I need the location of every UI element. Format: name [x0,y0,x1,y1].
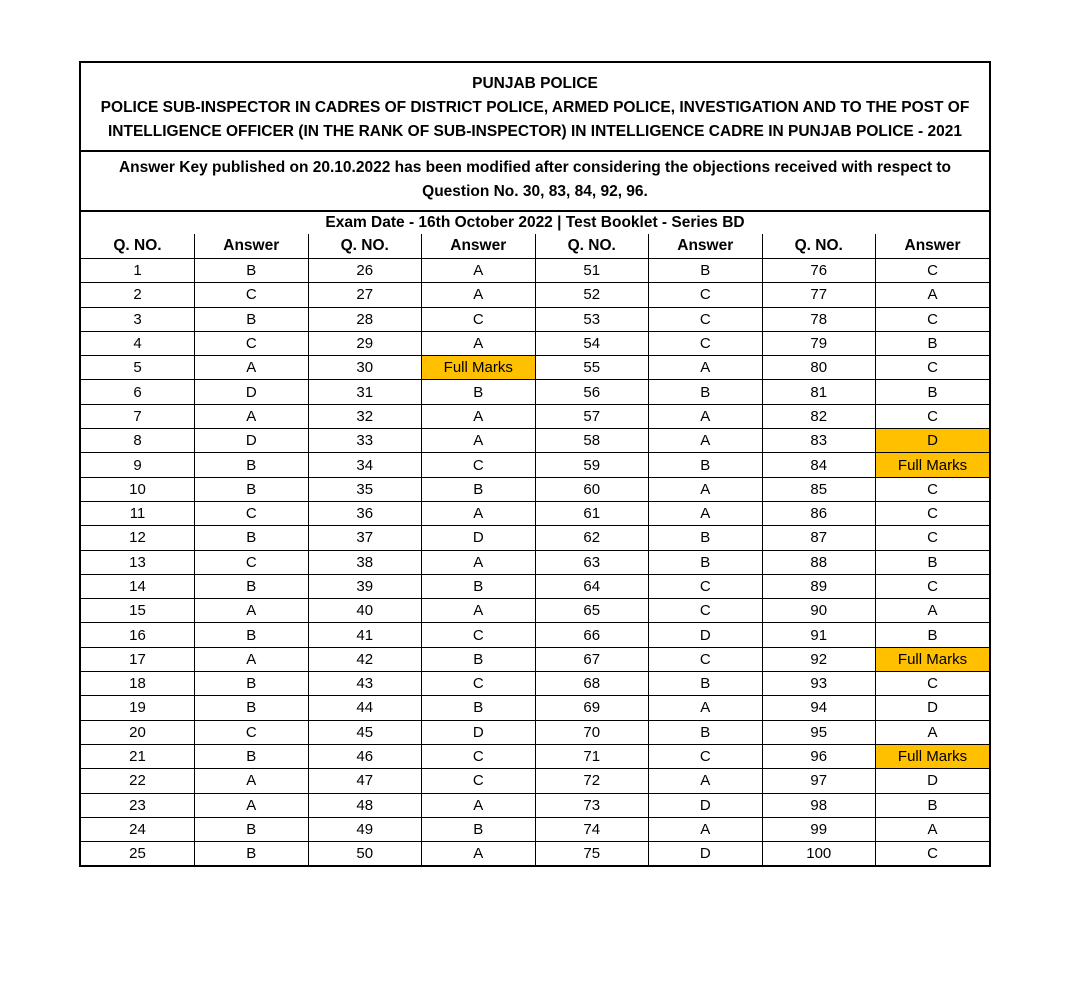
answer-cell: B [195,672,309,696]
answer-cell: C [195,720,309,744]
question-number-cell: 19 [81,696,195,720]
question-number-cell: 50 [308,842,422,866]
question-number-cell: 24 [81,817,195,841]
modification-notice [81,152,989,212]
table-row [81,307,989,331]
answer-cell: C [649,647,763,671]
table-row [81,477,989,501]
table-row [81,842,989,866]
answer-cell: C [649,744,763,768]
question-number-cell: 44 [308,696,422,720]
table-row [81,550,989,574]
answer-cell: C [422,623,536,647]
answer-cell: C [876,404,990,428]
question-number-cell: 80 [762,356,876,380]
question-number-cell: 9 [81,453,195,477]
question-number-cell: 42 [308,647,422,671]
answer-cell: C [649,599,763,623]
question-number-cell: 4 [81,331,195,355]
table-row [81,817,989,841]
question-number-cell: 87 [762,526,876,550]
col-header-answer: Answer [195,234,309,259]
question-number-cell: 77 [762,283,876,307]
question-number-cell: 83 [762,429,876,453]
notice-line-1: Answer Key published on 20.10.2022 has been modified after considering the objections received with respect to [118,159,952,176]
answer-key-sheet [79,61,991,867]
answer-cell: A [649,404,763,428]
answer-cell: B [195,744,309,768]
answer-cell: C [876,307,990,331]
table-row [81,380,989,404]
answer-cell: A [649,429,763,453]
answer-cell: B [422,574,536,598]
answer-cell: B [649,720,763,744]
answer-cell: B [195,477,309,501]
answer-cell: A [422,259,536,283]
answer-cell: A [195,599,309,623]
document-header [81,63,989,152]
answer-cell: B [422,817,536,841]
question-number-cell: 79 [762,331,876,355]
question-number-cell: 67 [535,647,649,671]
question-number-cell: 41 [308,623,422,647]
question-number-cell: 93 [762,672,876,696]
answer-cell: C [195,501,309,525]
answer-cell: A [422,331,536,355]
answer-cell: B [649,550,763,574]
answer-cell: A [195,404,309,428]
answer-cell: B [195,696,309,720]
question-number-cell: 88 [762,550,876,574]
answer-cell: A [422,550,536,574]
answer-cell: D [876,769,990,793]
question-number-cell: 16 [81,623,195,647]
question-number-cell: 99 [762,817,876,841]
question-number-cell: 33 [308,429,422,453]
question-number-cell: 17 [81,647,195,671]
question-number-cell: 64 [535,574,649,598]
question-number-cell: 98 [762,793,876,817]
table-row [81,404,989,428]
answer-cell: B [195,842,309,866]
question-number-cell: 26 [308,259,422,283]
answer-cell: D [195,380,309,404]
question-number-cell: 2 [81,283,195,307]
answer-cell: C [195,283,309,307]
question-number-cell: 58 [535,429,649,453]
answer-cell: C [422,672,536,696]
question-number-cell: 95 [762,720,876,744]
table-row [81,259,989,283]
answer-cell: B [195,259,309,283]
col-header-qno: Q. NO. [762,234,876,259]
table-row [81,793,989,817]
answer-cell: C [649,574,763,598]
answer-cell: B [876,380,990,404]
question-number-cell: 40 [308,599,422,623]
answer-cell: B [195,574,309,598]
question-number-cell: 84 [762,453,876,477]
col-header-qno: Q. NO. [535,234,649,259]
question-number-cell: 49 [308,817,422,841]
table-row [81,769,989,793]
question-number-cell: 76 [762,259,876,283]
answer-cell: C [876,574,990,598]
question-number-cell: 53 [535,307,649,331]
answer-cell: A [422,404,536,428]
answer-cell: A [195,647,309,671]
answer-cell: A [195,356,309,380]
question-number-cell: 5 [81,356,195,380]
answer-cell: B [876,623,990,647]
question-number-cell: 96 [762,744,876,768]
question-number-cell: 18 [81,672,195,696]
question-number-cell: 92 [762,647,876,671]
answer-cell: A [876,720,990,744]
answer-cell: D [876,696,990,720]
question-number-cell: 37 [308,526,422,550]
question-number-cell: 15 [81,599,195,623]
answer-cell: D [422,526,536,550]
answer-cell: B [649,526,763,550]
question-number-cell: 59 [535,453,649,477]
question-number-cell: 13 [81,550,195,574]
question-number-cell: 32 [308,404,422,428]
question-number-cell: 63 [535,550,649,574]
question-number-cell: 11 [81,501,195,525]
answer-cell: C [876,501,990,525]
answer-cell: C [876,672,990,696]
answer-cell: B [876,793,990,817]
answer-cell: C [876,259,990,283]
answer-cell: Full Marks [876,453,990,477]
table-row [81,526,989,550]
question-number-cell: 56 [535,380,649,404]
question-number-cell: 55 [535,356,649,380]
answer-cell: A [422,429,536,453]
exam-title-line-1: POLICE SUB-INSPECTOR IN CADRES OF DISTRICT POLICE, ARMED POLICE, INVESTIGATION AND TO THE POST OF [100,99,970,116]
question-number-cell: 74 [535,817,649,841]
question-number-cell: 1 [81,259,195,283]
answer-cell: D [649,623,763,647]
answer-cell: C [649,331,763,355]
question-number-cell: 68 [535,672,649,696]
question-number-cell: 69 [535,696,649,720]
answer-cell: C [195,550,309,574]
question-number-cell: 22 [81,769,195,793]
answer-cell: A [876,817,990,841]
answer-cell: A [649,501,763,525]
question-number-cell: 70 [535,720,649,744]
table-row [81,574,989,598]
answer-cell: C [195,331,309,355]
answer-cell: C [876,842,990,866]
answer-cell: C [422,307,536,331]
question-number-cell: 31 [308,380,422,404]
question-number-cell: 81 [762,380,876,404]
question-number-cell: 20 [81,720,195,744]
question-number-cell: 94 [762,696,876,720]
question-number-cell: 7 [81,404,195,428]
question-number-cell: 66 [535,623,649,647]
question-number-cell: 100 [762,842,876,866]
answer-cell: B [649,259,763,283]
answer-cell: B [195,453,309,477]
table-row [81,744,989,768]
question-number-cell: 52 [535,283,649,307]
answer-cell: D [195,429,309,453]
answer-cell: A [422,599,536,623]
question-number-cell: 25 [81,842,195,866]
exam-date-series: Exam Date - 16th October 2022 | Test Booklet - Series BD [325,214,745,231]
question-number-cell: 57 [535,404,649,428]
answer-cell: C [876,356,990,380]
question-number-cell: 89 [762,574,876,598]
table-row [81,356,989,380]
answer-cell: B [876,550,990,574]
col-header-answer: Answer [422,234,536,259]
answer-cell: A [195,769,309,793]
answer-cell: A [649,696,763,720]
answer-cell: Full Marks [422,356,536,380]
table-row [81,647,989,671]
table-row [81,331,989,355]
answer-cell: A [195,793,309,817]
question-number-cell: 39 [308,574,422,598]
question-number-cell: 8 [81,429,195,453]
question-number-cell: 35 [308,477,422,501]
question-number-cell: 46 [308,744,422,768]
question-number-cell: 29 [308,331,422,355]
answer-cell: A [649,769,763,793]
answer-cell: B [195,817,309,841]
question-number-cell: 85 [762,477,876,501]
table-row [81,720,989,744]
answer-cell: C [649,307,763,331]
question-number-cell: 75 [535,842,649,866]
answer-cell: C [422,453,536,477]
question-number-cell: 60 [535,477,649,501]
table-row [81,429,989,453]
answer-cell: D [649,793,763,817]
answer-cell: A [649,356,763,380]
question-number-cell: 43 [308,672,422,696]
question-number-cell: 28 [308,307,422,331]
answer-cell: B [195,623,309,647]
question-number-cell: 27 [308,283,422,307]
question-number-cell: 48 [308,793,422,817]
table-row [81,599,989,623]
answer-cell: D [876,429,990,453]
question-number-cell: 30 [308,356,422,380]
answer-cell: A [422,283,536,307]
table-row [81,283,989,307]
question-number-cell: 86 [762,501,876,525]
col-header-answer: Answer [876,234,990,259]
answer-key-table [81,234,989,865]
answer-cell: Full Marks [876,647,990,671]
org-title: PUNJAB POLICE [472,75,598,92]
col-header-answer: Answer [649,234,763,259]
notice-line-2: Question No. 30, 83, 84, 92, 96. [422,183,648,200]
answer-cell: C [649,283,763,307]
question-number-cell: 45 [308,720,422,744]
question-number-cell: 21 [81,744,195,768]
answer-cell: C [422,769,536,793]
question-number-cell: 14 [81,574,195,598]
table-row [81,672,989,696]
answer-cell: B [195,307,309,331]
table-row [81,623,989,647]
question-number-cell: 23 [81,793,195,817]
question-number-cell: 61 [535,501,649,525]
answer-cell: B [649,672,763,696]
question-number-cell: 72 [535,769,649,793]
question-number-cell: 97 [762,769,876,793]
answer-cell: B [422,380,536,404]
question-number-cell: 71 [535,744,649,768]
answer-cell: A [422,842,536,866]
question-number-cell: 54 [535,331,649,355]
question-number-cell: 51 [535,259,649,283]
question-number-cell: 3 [81,307,195,331]
answer-cell: C [876,526,990,550]
question-number-cell: 12 [81,526,195,550]
answer-cell: A [876,283,990,307]
question-number-cell: 36 [308,501,422,525]
answer-cell: B [649,380,763,404]
col-header-qno: Q. NO. [308,234,422,259]
question-number-cell: 90 [762,599,876,623]
answer-cell: B [422,696,536,720]
question-number-cell: 82 [762,404,876,428]
question-number-cell: 62 [535,526,649,550]
question-number-cell: 6 [81,380,195,404]
col-header-qno: Q. NO. [81,234,195,259]
question-number-cell: 73 [535,793,649,817]
answer-cell: A [649,477,763,501]
answer-cell: B [422,477,536,501]
answer-cell: D [422,720,536,744]
answer-cell: B [195,526,309,550]
answer-cell: A [422,501,536,525]
question-number-cell: 65 [535,599,649,623]
question-number-cell: 78 [762,307,876,331]
question-number-cell: 10 [81,477,195,501]
answer-cell: D [649,842,763,866]
question-number-cell: 47 [308,769,422,793]
answer-cell: B [422,647,536,671]
answer-cell: Full Marks [876,744,990,768]
table-header-row [81,234,989,259]
exam-title-line-2: INTELLIGENCE OFFICER (IN THE RANK OF SUB-INSPECTOR) IN INTELLIGENCE CADRE IN PUNJAB POLICE - 2021 [108,123,962,140]
answer-cell: A [876,599,990,623]
table-row [81,501,989,525]
answer-cell: C [422,744,536,768]
question-number-cell: 34 [308,453,422,477]
question-number-cell: 91 [762,623,876,647]
answer-cell: A [649,817,763,841]
table-row [81,453,989,477]
answer-cell: B [876,331,990,355]
answer-cell: C [876,477,990,501]
answer-cell: B [649,453,763,477]
table-row [81,696,989,720]
answer-cell: A [422,793,536,817]
question-number-cell: 38 [308,550,422,574]
